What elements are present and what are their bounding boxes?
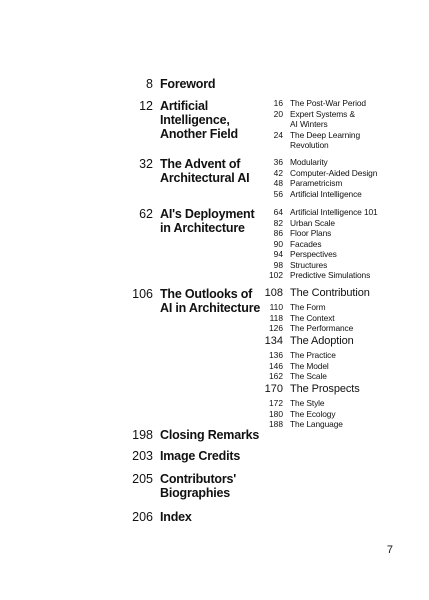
section-page: 36 bbox=[273, 157, 283, 167]
chapter-title: Artificial Intelligence, Another Field bbox=[160, 99, 238, 141]
chapter-page: 203 bbox=[132, 449, 153, 463]
subsection-title: The Form bbox=[290, 302, 326, 312]
section-page: 20 bbox=[273, 109, 283, 119]
subsection-title: The Scale bbox=[290, 371, 327, 381]
section-title: Structures bbox=[290, 259, 328, 270]
subsection-page: 162 bbox=[269, 371, 283, 381]
subsection-title: The Practice bbox=[290, 350, 336, 360]
section-title: Artificial Intelligence bbox=[290, 188, 362, 199]
section-page: 102 bbox=[269, 270, 283, 280]
section-title: The Adoption bbox=[290, 335, 354, 347]
section-page: 24 bbox=[273, 130, 283, 140]
section-page: 134 bbox=[264, 335, 283, 347]
subsection-page: 126 bbox=[269, 323, 283, 333]
section-page: 90 bbox=[273, 238, 283, 249]
section-title: The Deep Learning Revolution bbox=[290, 130, 361, 151]
section-page: 108 bbox=[264, 287, 283, 299]
subsection-page: 180 bbox=[269, 408, 283, 419]
section-title: The Prospects bbox=[290, 383, 360, 395]
section-title: Artificial Intelligence 101 bbox=[290, 207, 378, 217]
section-page: 56 bbox=[273, 188, 283, 199]
chapter-title: AI's Deployment in Architecture bbox=[160, 207, 255, 235]
chapter-page: 12 bbox=[139, 99, 153, 113]
chapter-page: 198 bbox=[132, 428, 153, 442]
subsection-page: 136 bbox=[269, 350, 283, 360]
subsection-page: 110 bbox=[269, 302, 283, 312]
chapter-title: The Advent of Architectural AI bbox=[160, 157, 250, 185]
subsection-page: 118 bbox=[269, 312, 283, 323]
chapter-page: 106 bbox=[132, 287, 153, 301]
subsection-title: The Style bbox=[290, 398, 325, 408]
section-title: Modularity bbox=[290, 157, 328, 167]
section-title: Computer-Aided Design bbox=[290, 167, 378, 178]
chapter-title: Foreword bbox=[160, 77, 216, 91]
subsection-title: The Performance bbox=[290, 323, 354, 333]
subsection-page: 188 bbox=[269, 419, 283, 429]
chapter-page: 8 bbox=[146, 77, 153, 91]
section-page: 64 bbox=[273, 207, 283, 217]
section-page: 98 bbox=[273, 259, 283, 270]
chapter-title: Closing Remarks bbox=[160, 428, 260, 442]
chapter-title: Index bbox=[160, 510, 192, 524]
section-title: Floor Plans bbox=[290, 228, 332, 238]
section-title: Facades bbox=[290, 238, 322, 249]
chapter-page: 206 bbox=[132, 510, 153, 524]
section-title: Predictive Simulations bbox=[290, 270, 371, 280]
section-page: 48 bbox=[273, 178, 283, 188]
section-page: 170 bbox=[264, 383, 283, 395]
subsection-page: 146 bbox=[269, 360, 283, 371]
section-title: The Post-War Period bbox=[290, 98, 366, 108]
chapter-page: 205 bbox=[132, 472, 153, 486]
subsection-page: 172 bbox=[269, 398, 283, 408]
section-title: Perspectives bbox=[290, 249, 337, 259]
chapter-title: Contributors' Biographies bbox=[160, 472, 237, 500]
chapter-title: Image Credits bbox=[160, 449, 241, 463]
section-page: 86 bbox=[273, 228, 283, 238]
subsection-title: The Model bbox=[290, 360, 329, 371]
subsection-title: The Context bbox=[290, 312, 335, 323]
section-title: Parametricism bbox=[290, 178, 343, 188]
section-page: 82 bbox=[273, 217, 283, 228]
section-title: The Contribution bbox=[290, 287, 370, 299]
subsection-title: The Ecology bbox=[290, 408, 336, 419]
chapter-page: 32 bbox=[139, 157, 153, 171]
chapter-title: The Outlooks of AI in Architecture bbox=[160, 287, 261, 315]
subsection-title: The Language bbox=[290, 419, 343, 429]
section-page: 42 bbox=[273, 167, 283, 178]
section-title: Urban Scale bbox=[290, 217, 335, 228]
section-page: 16 bbox=[273, 98, 283, 108]
section-page: 94 bbox=[273, 249, 283, 259]
page-number: 7 bbox=[386, 544, 393, 556]
section-title: Expert Systems & AI Winters bbox=[290, 109, 355, 130]
chapter-page: 62 bbox=[139, 207, 153, 221]
